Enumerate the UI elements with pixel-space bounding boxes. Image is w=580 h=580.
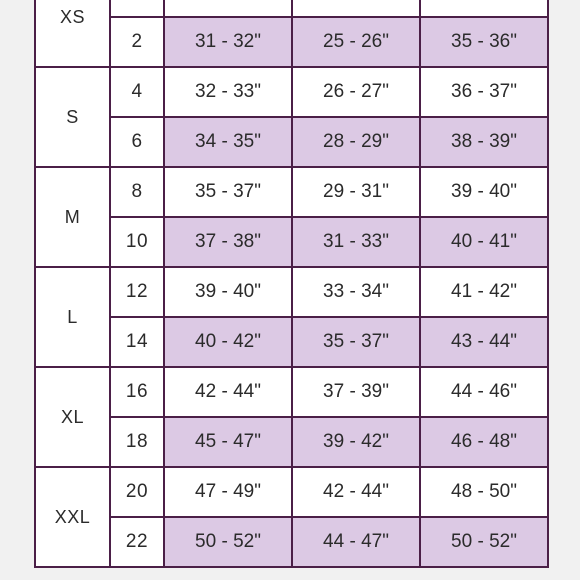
bust-measurement: 37 - 38" bbox=[164, 217, 292, 267]
size-number: 6 bbox=[110, 117, 164, 167]
waist-measurement: 28 - 29" bbox=[292, 117, 420, 167]
size-label: XS bbox=[35, 0, 110, 67]
bust-measurement: 31 - 32" bbox=[164, 17, 292, 67]
hip-measurement: 36 - 37" bbox=[420, 67, 548, 117]
bust-measurement: 42 - 44" bbox=[164, 367, 292, 417]
size-number: 12 bbox=[110, 267, 164, 317]
waist-measurement: 33 - 34" bbox=[292, 267, 420, 317]
hip-measurement: 38 - 39" bbox=[420, 117, 548, 167]
waist-measurement: 29 - 31" bbox=[292, 167, 420, 217]
hip-measurement: 43 - 44" bbox=[420, 317, 548, 367]
hip-measurement bbox=[420, 0, 548, 17]
bust-measurement: 40 - 42" bbox=[164, 317, 292, 367]
table-row bbox=[35, 0, 548, 17]
table-row bbox=[35, 17, 548, 67]
waist-measurement: 26 - 27" bbox=[292, 67, 420, 117]
size-chart-body bbox=[35, 0, 548, 567]
size-number bbox=[110, 0, 164, 17]
bust-measurement: 32 - 33" bbox=[164, 67, 292, 117]
size-number: 22 bbox=[110, 517, 164, 567]
size-label: XL bbox=[35, 367, 110, 467]
waist-measurement: 35 - 37" bbox=[292, 317, 420, 367]
bust-measurement: 39 - 40" bbox=[164, 267, 292, 317]
size-number: 10 bbox=[110, 217, 164, 267]
table-row bbox=[35, 117, 548, 167]
size-number: 4 bbox=[110, 67, 164, 117]
size-label: S bbox=[35, 67, 110, 167]
size-label: L bbox=[35, 267, 110, 367]
size-number: 18 bbox=[110, 417, 164, 467]
waist-measurement: 31 - 33" bbox=[292, 217, 420, 267]
bust-measurement: 35 - 37" bbox=[164, 167, 292, 217]
waist-measurement: 25 - 26" bbox=[292, 17, 420, 67]
size-number: 16 bbox=[110, 367, 164, 417]
table-row bbox=[35, 517, 548, 567]
hip-measurement: 41 - 42" bbox=[420, 267, 548, 317]
size-label: XXL bbox=[35, 467, 110, 567]
bust-measurement bbox=[164, 0, 292, 17]
size-label: M bbox=[35, 167, 110, 267]
size-number: 14 bbox=[110, 317, 164, 367]
waist-measurement: 37 - 39" bbox=[292, 367, 420, 417]
hip-measurement: 44 - 46" bbox=[420, 367, 548, 417]
waist-measurement: 42 - 44" bbox=[292, 467, 420, 517]
waist-measurement bbox=[292, 0, 420, 17]
table-row bbox=[35, 67, 548, 117]
table-row bbox=[35, 217, 548, 267]
bust-measurement: 47 - 49" bbox=[164, 467, 292, 517]
size-number: 8 bbox=[110, 167, 164, 217]
hip-measurement: 35 - 36" bbox=[420, 17, 548, 67]
bust-measurement: 34 - 35" bbox=[164, 117, 292, 167]
table-row bbox=[35, 467, 548, 517]
table-row bbox=[35, 417, 548, 467]
table-row bbox=[35, 267, 548, 317]
bust-measurement: 50 - 52" bbox=[164, 517, 292, 567]
waist-measurement: 44 - 47" bbox=[292, 517, 420, 567]
size-number: 20 bbox=[110, 467, 164, 517]
bust-measurement: 45 - 47" bbox=[164, 417, 292, 467]
size-number: 2 bbox=[110, 17, 164, 67]
table-row bbox=[35, 367, 548, 417]
waist-measurement: 39 - 42" bbox=[292, 417, 420, 467]
hip-measurement: 46 - 48" bbox=[420, 417, 548, 467]
hip-measurement: 50 - 52" bbox=[420, 517, 548, 567]
table-row bbox=[35, 317, 548, 367]
size-chart-table bbox=[34, 0, 549, 568]
table-row bbox=[35, 167, 548, 217]
hip-measurement: 48 - 50" bbox=[420, 467, 548, 517]
hip-measurement: 39 - 40" bbox=[420, 167, 548, 217]
hip-measurement: 40 - 41" bbox=[420, 217, 548, 267]
